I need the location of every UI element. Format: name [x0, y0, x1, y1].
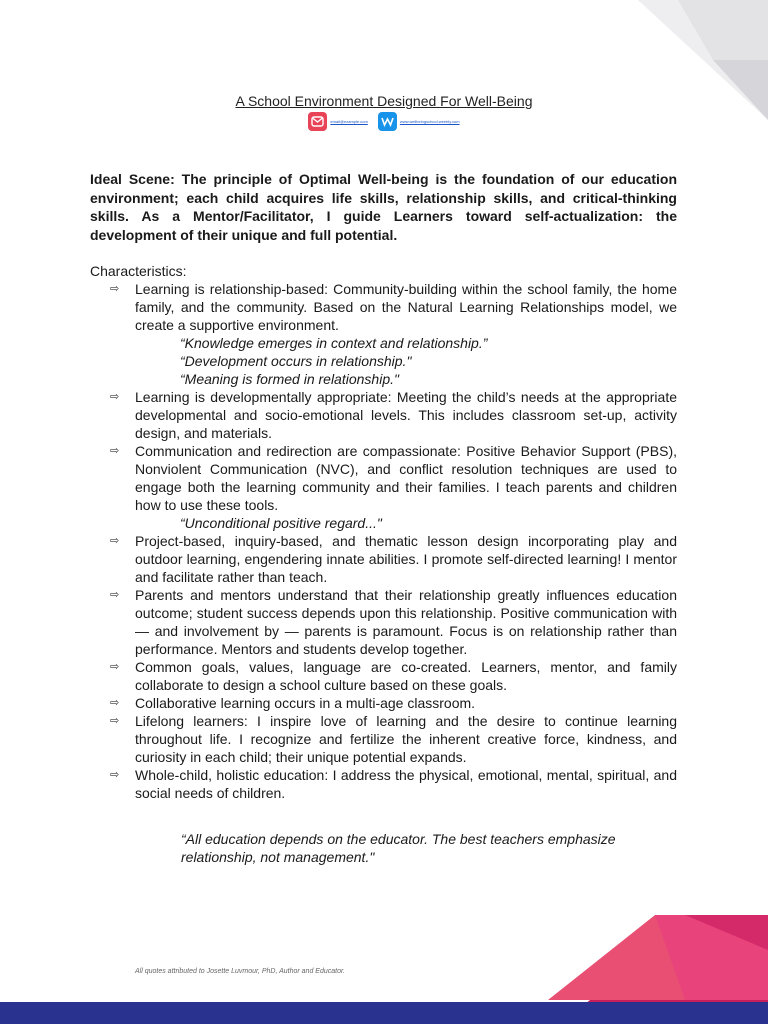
arrow-bullet-icon: ⇨ — [110, 445, 120, 457]
arrow-bullet-icon: ⇨ — [110, 535, 120, 547]
contact-row — [0, 112, 768, 131]
list-item-text: Project-based, inquiry-based, and thematic lesson design incorporating play and outdoor learning, engendering innate abilities. I promote self-directed learning! I mentor and facilitate rather than teach. — [135, 533, 677, 585]
characteristics-label: Characteristics: — [90, 263, 187, 279]
closing-quote: “All education depends on the educator. The best teachers emphasize relationship, not management." — [181, 831, 616, 865]
page-title: A School Environment Designed For Well-Being — [235, 93, 533, 109]
list-item — [90, 658, 677, 694]
arrow-bullet-icon: ⇨ — [110, 661, 120, 673]
ideal-scene-paragraph: Ideal Scene: The principle of Optimal Well-being is the foundation of our education environment; each child acquires life skills, relationship skills, and critical-thinking skills. As a Mentor/Facilitator, I guide Learners toward self-actualization: the development of their unique and full potential. — [90, 171, 677, 243]
list-item-text: Learning is relationship-based: Community-building within the school family, the home family, and the community. Based on the Natural Learning Relationships model, we create a supportive environment. — [135, 281, 677, 333]
list-item — [90, 766, 677, 802]
website-contact[interactable] — [378, 112, 460, 131]
list-item-text: Communication and redirection are compassionate: Positive Behavior Support (PBS), Nonviolent Communication (NVC), and conflict resolution techniques are used to engage both the learning community and their families. I teach parents and children how to use these tools. — [135, 443, 677, 513]
corner-decoration-bottom — [0, 910, 768, 1024]
arrow-bullet-icon: ⇨ — [110, 391, 120, 403]
email-link[interactable]: email@example.com — [330, 119, 368, 124]
list-item-quote: “Meaning is formed in relationship." — [180, 371, 399, 387]
list-item — [90, 442, 677, 532]
list-item — [90, 586, 677, 658]
list-item — [90, 388, 677, 442]
list-item-text: Parents and mentors understand that their relationship greatly influences education outcome; student success depends upon this relationship. Positive communication with — and involvement by — parents is paramount. Focus is on relationship rather than performance. Mentors and students develop together. — [135, 587, 677, 657]
list-item-quote: “Knowledge emerges in context and relationship.” — [180, 335, 488, 351]
list-item-text: Common goals, values, language are co-created. Learners, mentor, and family collaborate to design a school culture based on these goals. — [135, 659, 677, 693]
list-item-text: Lifelong learners: I inspire love of learning and the desire to continue learning throughout life. I recognize and fertilize the inherent creative force, kindness, and curiosity in each child; their unique potential expands. — [135, 713, 677, 765]
list-item-quote: “Development occurs in relationship." — [180, 353, 412, 369]
website-link[interactable]: www.wellbeingschool.weebly.com — [399, 119, 460, 124]
arrow-bullet-icon: ⇨ — [110, 769, 120, 781]
weebly-icon — [378, 112, 397, 131]
list-item-text: Collaborative learning occurs in a multi-age classroom. — [135, 695, 476, 711]
list-item — [90, 694, 677, 712]
arrow-bullet-icon: ⇨ — [110, 283, 120, 295]
arrow-bullet-icon: ⇨ — [110, 697, 120, 709]
list-item — [90, 280, 677, 388]
list-item-text: Whole-child, holistic education: I address the physical, emotional, mental, spiritual, and social needs of children. — [135, 767, 677, 801]
mail-icon — [308, 112, 327, 131]
list-item — [90, 712, 677, 766]
arrow-bullet-icon: ⇨ — [110, 589, 120, 601]
list-item — [90, 532, 677, 586]
email-contact[interactable] — [308, 112, 367, 131]
characteristics-list — [90, 280, 677, 802]
list-item-quote: “Unconditional positive regard..." — [180, 515, 382, 531]
arrow-bullet-icon: ⇨ — [110, 715, 120, 727]
main-content — [90, 170, 677, 802]
list-item-text: Learning is developmentally appropriate: Meeting the child’s needs at the appropriate developmental and socio-emotional levels. This includes classroom set-up, activity design, and materials. — [135, 389, 677, 441]
attribution-footnote: All quotes attributed to Josette Luvmour, PhD, Author and Educator. — [135, 968, 345, 975]
